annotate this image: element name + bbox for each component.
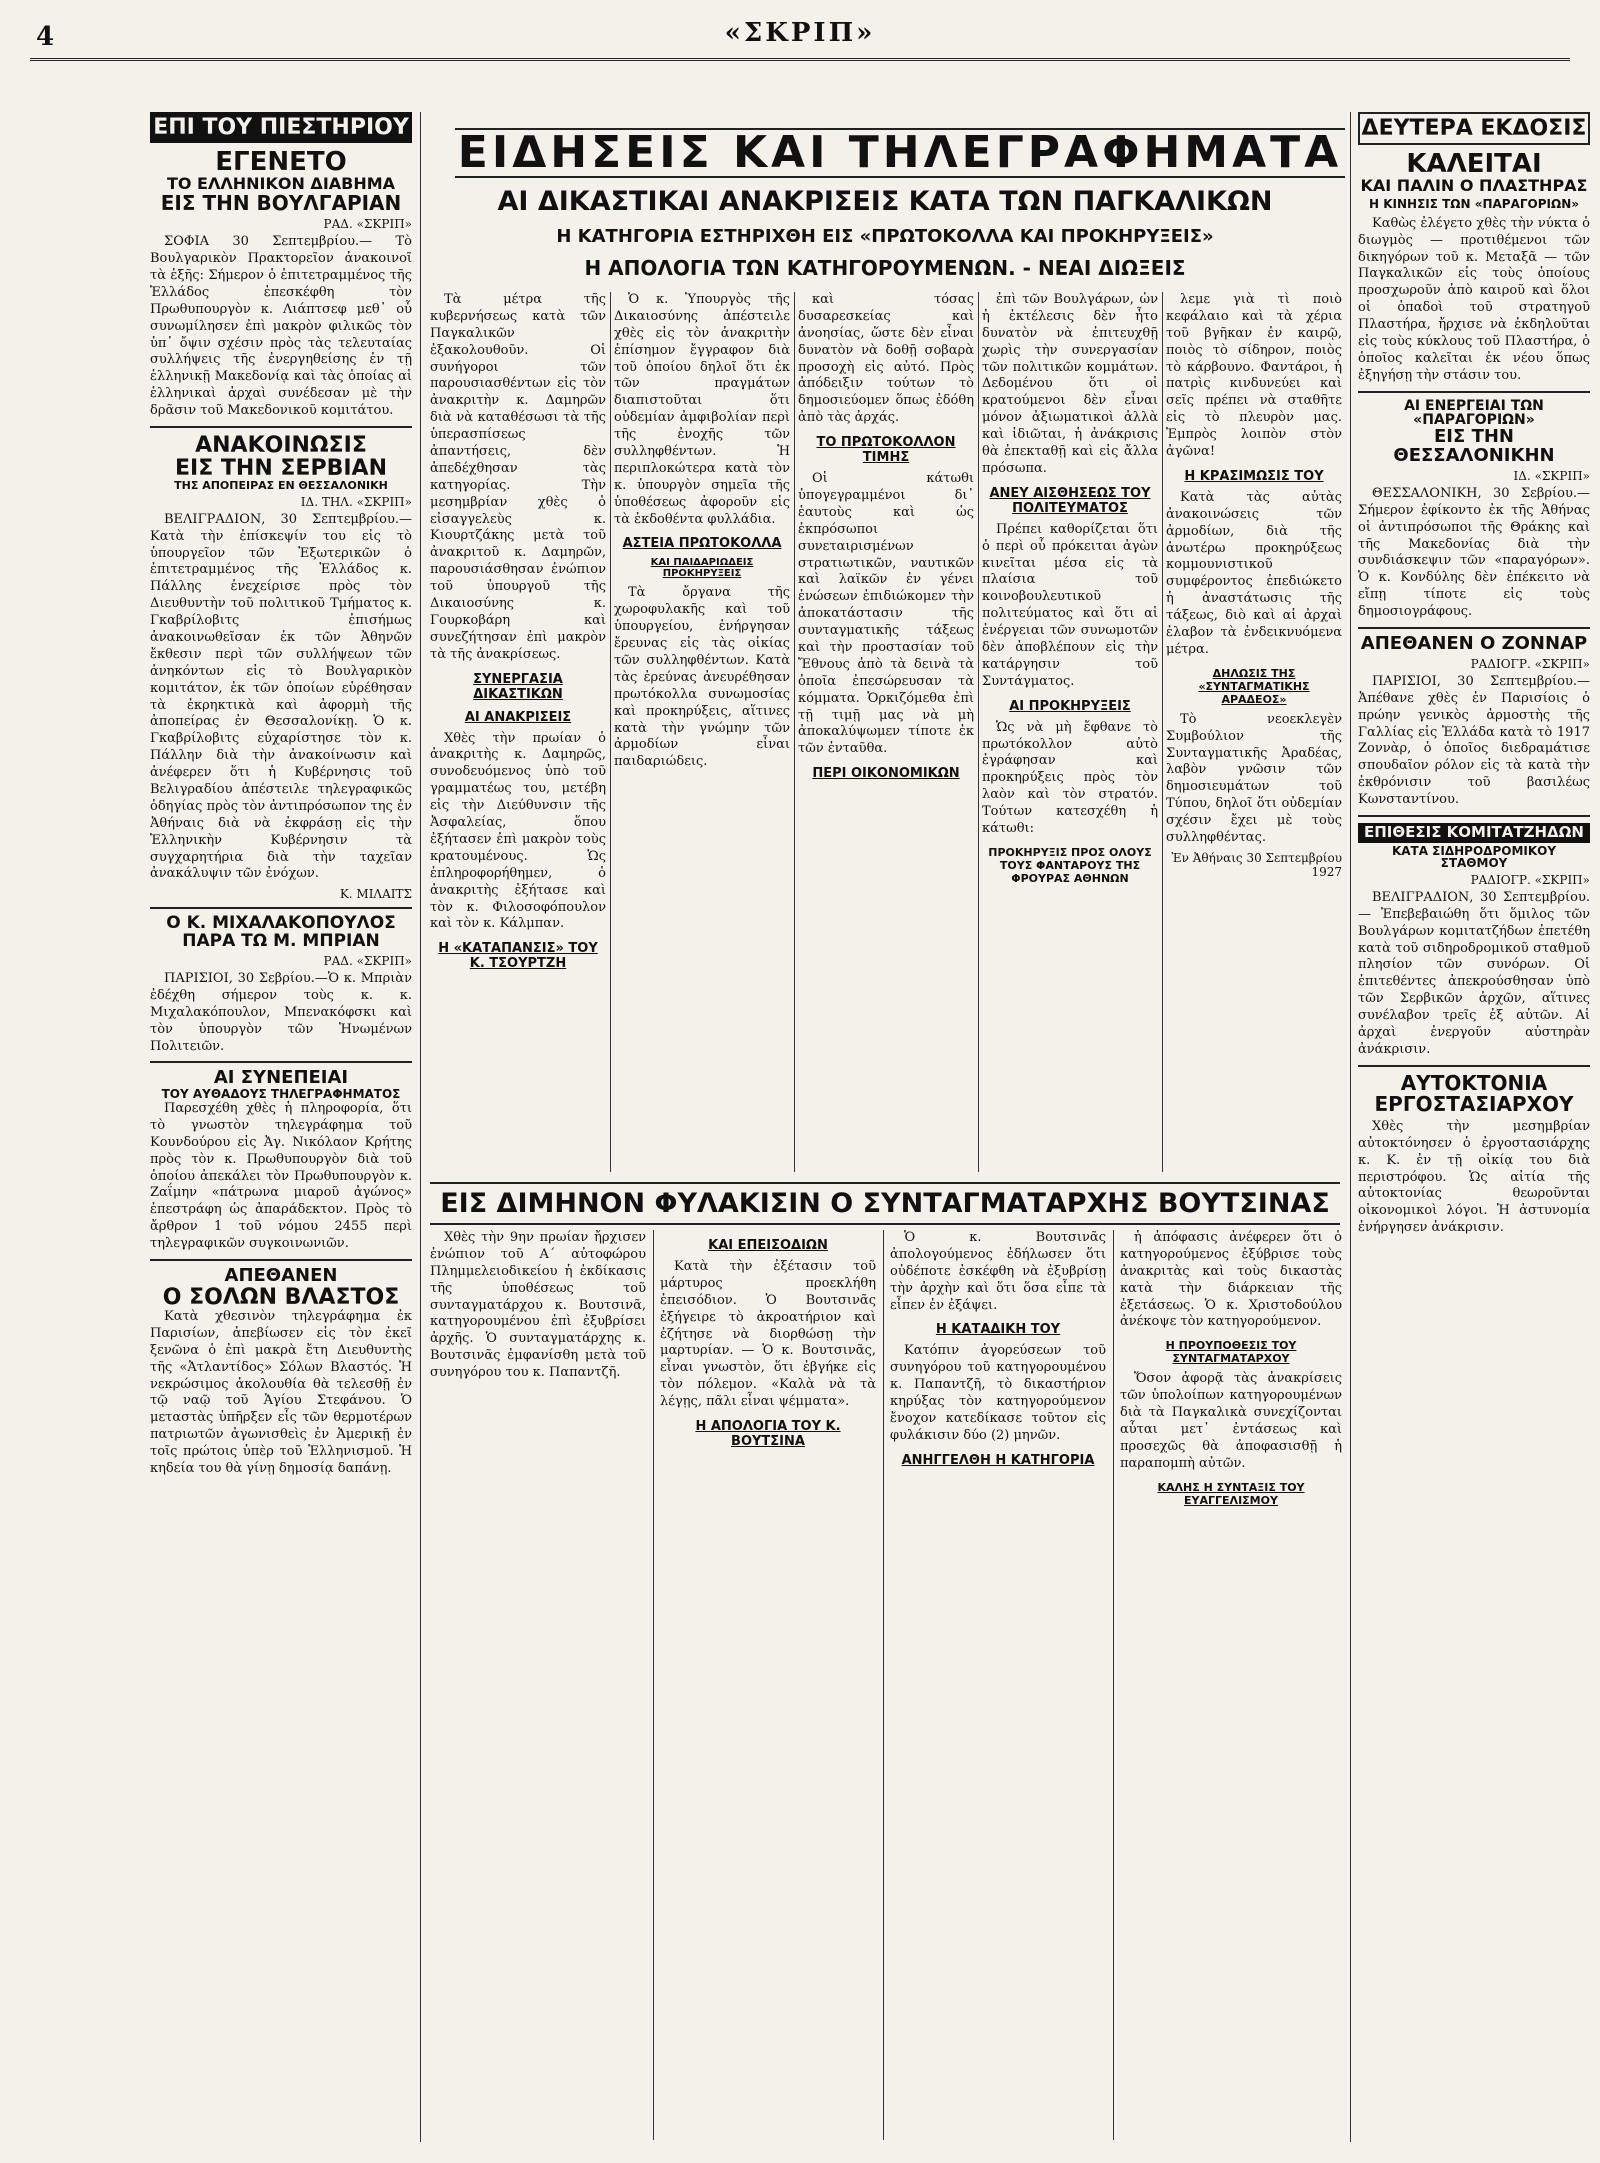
article-text: ἐπὶ τῶν Βουλγάρων, ὧν ἡ ἐκτέλεσις δὲν ἦτο δυνατὸν νὰ ἐπιτευχθῇ χωρὶς τὴν συνεργασίαν τῶν πολιτικῶν κομμάτων. Δεδομένου ὅτι οἱ κρατούμενοι δὲν εἶναι μόνον ἀξιωματικοὶ ἀλλὰ καὶ ἰδιῶται, ἡ ἀνάκρισις θὰ ἐπεκταθῇ καὶ εἰς ἄλλα πρόσωπα. [982,292,1158,476]
column-rule [1350,112,1351,2142]
headline: Ο ΣΟΛΩΝ ΒΛΑΣΤΟΣ [162,1284,400,1310]
subheading: Η ΚΡΑΣΙΜΩΣΙΣ ΤΟΥ [1184,468,1324,484]
center-col-2 [614,292,790,1182]
newspaper-name: «ΣΚΡΙΠ» [724,18,876,48]
source-line: ΙΔ. ΤΗΛ. «ΣΚΡΙΠ» [300,494,412,509]
headline: ΑΠΕΘΑΝΕΝ Ο ΖΟΝΝΑΡ [1360,632,1588,654]
column-rule [883,1230,884,2140]
article-text: Ὁ κ. Βουτσινᾶς ἀπολογούμενος ἐδήλωσεν ὅτι οὐδέποτε ἐσκέφθη νὰ ἐξυβρίσῃ τὴν ἀρχὴν καὶ ὅτι ὅσα εἶπε τὰ εἶπεν ἐν ἐξάψει. [890,1230,1106,1313]
article-text: Τὸ νεοεκλεγὲν Συμβούλιον τῆς Συνταγματικῆς Ἀραδέας, λαβὸν γνῶσιν τῶν δημοσιευμάτων τοῦ Τύπου, δηλοῖ ὅτι οὐδεμίαν σχέσιν ἔχει μὲ τοὺς συλληφθέντας. [1166,711,1342,846]
column-rule [1113,1230,1114,2140]
bottom-col-1 [430,1230,646,2140]
headline: ΕΙΣ ΤΗΝ ΒΟΥΛΓΑΡΙΑΝ [160,191,402,216]
headline: ΑΙ ΣΥΝΕΠΕΙΑΙ [213,1067,349,1089]
subheading: Η ΚΑΤΑΔΙΚΗ ΤΟΥ [935,1322,1061,1338]
article-text: καὶ τόσας δυσαρεσκείας καὶ ἀνοησίας, ὥστε δὲν εἶναι δυνατὸν νὰ δοθῇ σοβαρὰ προσοχὴ εἰς αὐτό. Πρὸς ἀπόδειξιν τούτων τὸ δημοσιεύομεν ὅπως ἐδόθη ἀπὸ τὰς ἀρχάς. [798,292,974,426]
headline: ΑΝΑΚΟΙΝΩΣΙΣ [195,432,367,458]
subheading: ΤΟ ΠΡΩΤΟΚΟΛΛΟΝ ΤΙΜΗΣ [816,435,956,466]
column-rule [420,112,421,2142]
subheading: Η ΑΠΟΛΟΓΙΑ ΤΟΥ Κ. ΒΟΥΤΣΙΝΑ [695,1419,841,1450]
bottom-col-4 [1120,1230,1342,2140]
main-subheadline: Η ΚΑΤΗΓΟΡΙΑ ΕΣΤΗΡΙΧΘΗ ΕΙΣ «ΠΡΩΤΟΚΟΛΛΑ ΚΑΙ ΠΡΟΚΗΡΥΞΕΙΣ» [556,226,1214,247]
article-text: ΒΕΛΙΓΡΑΔΙΟΝ, 30 Σεπτεμβρίου.— Ἐπεβεβαιώθη ὅτι ὅμιλος τῶν Βουλγάρων κομιτατζήδων ἐπετέθη κατὰ τοῦ σιδηροδρομικοῦ σταθμοῦ πλησίον τῶν συνόρων. Οἱ ἐπιτεθέντες ἀπεκρούσθησαν ὑπὸ τῶν Σερβικῶν ἀρχῶν, αἵτινες συνέλαβον τρεῖς ἐξ αὐτῶν. Αἱ ἀρχαὶ ἐνεργοῦν αὐστηρὰν ἀνάκρισιν. [1358,889,1590,1057]
subheading: ΚΑΛΗΣ Η ΣΥΝΤΑΞΙΣ ΤΟΥ ΕΥΑΓΓΕΛΙΣΜΟΥ [1157,1480,1305,1507]
subheading: ΚΑΙ ΕΠΕΙΣΟΔΙΩΝ [708,1238,828,1253]
article-text: ΣΟΦΙΑ 30 Σεπτεμβρίου.— Τὸ Βουλγαρικὸν Πρακτορεῖον ἀνακοινοῖ τὰ ἑξῆς: Σήμερον ὁ ἐπιτετραμμένος τῆς Ἑλλάδος ἐπεσκέφθη τὸν Πρωθυπουργὸν κ. Λιάπτσεφ μεθ᾿ οὗ συνωμίλησεν ἐπὶ μακρὸν φιλικῶς τὸν ὑπ᾿ ὄψιν σχέσιν πρὸς τὰς τελευταίας συλλήψεις τῆς ἐνεργηθείσης ἐν τῇ ἑλληνικῇ Μακεδονίᾳ καὶ τὰς ὁποίας αἱ ἑλληνικαὶ ἀρχαὶ συνέδεσαν μὲ τὴν δρᾶσιν τοῦ Μακεδονικοῦ κομιτάτου. [150,234,412,419]
subheading: ΑΝΗΓΓΕΛΘΗ Η ΚΑΤΗΓΟΡΙΑ [901,1452,1095,1468]
headline: ΤΟ ΕΛΛΗΝΙΚΟΝ ΔΙΑΒΗΜΑ [166,174,396,194]
center-col-4 [982,292,1158,1182]
article-text: Ὡς νὰ μὴ ἔφθανε τὸ πρωτόκολλον αὐτὸ ἐγράφησαν καὶ προκηρύξεις πρὸς τὸν λαὸν καὶ τὸν στρατόν. Τούτων κατεσχέθη ἡ κάτωθι: [982,719,1158,837]
article-text: Χθὲς τὴν 9ην πρωίαν ἤρχισεν ἐνώπιον τοῦ Α΄ αὐτοφώρου Πλημμελειοδικείου ἡ ἐκδίκασις τῆς ὑποθέσεως τοῦ συνταγματάρχου κ. Βουτσινᾶ, κατηγορουμένου ἐπὶ ἐξυβρίσει ἀρχῆς. Ὁ συνταγματάρχης κ. Βουτσινᾶς ἐμφανίσθη μετὰ τοῦ συνηγόρου του κ. Παπαντζῆ. [430,1230,646,1381]
headline: ΕΙΣ ΤΗΝ ΣΕΡΒΙΑΝ [175,456,387,482]
article-text: Πρέπει καθορίζεται ὅτι ὁ περὶ οὗ πρόκειται ἀγὼν κινεῖται μέσα εἰς τὰ πλαίσια τοῦ κοινοβουλευτικοῦ πολιτεύματος καὶ ὅτι αἱ ἐνέργειαι τῶν συνωμοτῶν δὲν ἀποβλέπουν εἰς τὴν κατάργησιν τοῦ Συντάγματος. [982,521,1158,689]
bottom-col-3 [890,1230,1106,2140]
source-line: ΡΑΔΙΟΓΡ. «ΣΚΡΙΠ» [1470,872,1590,887]
source-line: ΡΑΔΙΟΓΡ. «ΣΚΡΙΠ» [1470,656,1590,671]
masthead [30,18,1570,64]
bottom-headline: ΕΙΣ ΔΙΜΗΝΟΝ ΦΥΛΑΚΙΣΙΝ Ο ΣΥΝΤΑΓΜΑΤΑΡΧΗΣ ΒΟΥΤΣΙΝΑΣ [430,1182,1340,1225]
right-column [1358,112,1590,2142]
subheading: ΚΑΙ ΠΑΙΔΑΡΙΩΔΕΙΣ ΠΡΟΚΗΡΥΞΕΙΣ [650,557,754,580]
left-column [150,112,412,2142]
subheading: ΑΣΤΕΙΑ ΠΡΩΤΟΚΟΛΛΑ [622,536,782,552]
article-text: Χθὲς τὴν πρωίαν ὁ ἀνακριτὴς κ. Δαμηρῶς, συνοδευόμενος ὑπὸ τοῦ γραμματέως του, μετέβη εἰς τὴν Διεύθυνσιν τῆς Ἀσφαλείας, ὅπου ἐξήτασεν ἐπὶ μακρὸν τοὺς κρατουμένους. Ὡς ἐπληροφορήθημεν, ὁ ἀνακριτὴς ἐξήτασε καὶ τὸν κ. Φιλοσοφόπουλον καὶ τὸν κ. Κάλμπαν. [430,730,606,932]
bottom-col-2 [660,1230,876,2140]
article-text: Τὰ μέτρα τῆς κυβερνήσεως κατὰ τῶν Παγκαλικῶν ἐξακολουθοῦν. Οἱ συνήγοροι τῶν παρουσιασθέντων εἰς τὸν ἀνακριτὴν κ. Δαμηρῶν διὰ νὰ καταθέσωσι τὰ τῆς ὑπερασπίσεως ἀπαντήσεις, δὲν ἀπεδέχθησαν τὰς κατηγορίας. Τὴν μεσημβρίαν χθὲς ὁ εἰσαγγελεὺς κ. Κιουρτζάκης μετὰ τοῦ ἀνακριτοῦ κ. Δαμηρῶν, παρουσιάσθησαν ἐνώπιον τοῦ ὑπουργοῦ τῆς Δικαιοσύνης κ. Γουρκοβάρη καὶ συνεζήτησαν ἐπὶ μακρὸν τὰ τῆς ἀνακρίσεως. [430,292,606,662]
signature: Ἐν Ἀθήναις 30 Σεπτεμβρίου 1927 [1171,850,1342,879]
headline: ΑΙ ΕΝΕΡΓΕΙΑΙ ΤΩΝ «ΠΑΡΑΓΟΡΙΩΝ» [1404,397,1544,429]
article-text: Παρεσχέθη χθὲς ἡ πληροφορία, ὅτι τὸ γνωστὸν τηλεγράφημα τοῦ Κουνδούρου εἰς Ἀγ. Νικόλαον Κρήτης πρὸς τὸν κ. Πρωθυπουργὸν διὰ τοῦ ὁποίου ἀπεκάλει τὸν Πρωθυπουργὸν κ. Ζαΐμην «πάτρωνα μιαροῦ ἀγώνος» ἐπεστράφη ὡς ἀπαράδεκτον. Πρὸς τὸ ἄρθρον 1 τοῦ νόμου 2455 περὶ τηλεγραφικῶν συγκοινωνιῶν. [150,1100,412,1252]
article-text: ἡ ἀπόφασις ἀνέφερεν ὅτι ὁ κατηγορούμενος ἐξύβρισε τοὺς ἀνακριτὰς καὶ τοὺς δικαστὰς κατὰ τὴν διάρκειαν τῆς ἐξετάσεως. Ὁ κ. Χριστοδούλου ἀνέκοψε τὸν κατηγορούμενον. [1120,1230,1342,1330]
subheading: Η ΠΡΟΥΠΟΘΕΣΙΣ ΤΟΥ ΣΥΝΤΑΓΜΑΤΑΡΧΟΥ [1165,1339,1297,1366]
article-text: λεμε γιὰ τὶ ποιὸ κεφάλαιο καὶ τὰ χέρια τοῦ βγῆκαν ἐν καιρῷ, ποιὸς τὸ σίδηρον, ποιὸς τὸ κάρβουνο. Φαντάροι, ἡ πατρὶς κινδυνεύει καὶ σεῖς πρέπει νὰ σταθῆτε εἰς τὸ πλευρὸν μας. Ἐμπρὸς λοιπὸν στὸν ἀγῶνα! [1166,292,1342,460]
article-text: Ὁ κ. Ὑπουργὸς τῆς Δικαιοσύνης ἀπέστειλε χθὲς εἰς τὸν ἀνακριτὴν ἐπίσημον ἔγγραφον διὰ τοῦ ὁποίου δηλοῖ ὅτι ἐκ τῶν πραγμάτων διαπιστοῦται ὅτι οὐδεμίαν ἀμφιβολίαν περὶ τῆς ἐνοχῆς τῶν συλληφθέντων. Ἡ περιπλοκώτερα κατὰ τὸν κ. ὑπουργὸν σημεῖα τῆς ὑποθέσεως ἀφοροῦν εἰς τὰ ἐκδοθέντα φυλλάδια. [614,292,790,527]
subheading: ΑΝΕΥ ΑΙΣΘΗΣΕΩΣ ΤΟΥ ΠΟΛΙΤΕΥΜΑΤΟΣ [989,485,1151,516]
headline: ΕΠΙΘΕΣΙΣ ΚΟΜΙΤΑΤΖΗΔΩΝ [1358,823,1590,843]
article-text: Κατὰ χθεσινὸν τηλεγράφημα ἐκ Παρισίων, ἀπεβίωσεν εἰς τὸν ἐκεῖ ξενῶνα ὁ ἐπὶ μακρὰ ἔτη Διευθυντὴς τῆς «Ἀτλαντίδος» Σόλων Βλαστός. Ἡ νεκρώσιμος ἀκολουθία θὰ τελεσθῇ ἐν τῷ ναῷ τοῦ Ἁγίου Στεφάνου. Ὁ μεταστὰς ὑπῆρξεν εἷς τῶν θερμοτέρων πατριωτῶν ἀγωνισθεὶς ἐν Ἀμερικῇ ἐν τοῖς πρώτοις ὑπὲρ τοῦ Ἑλληνισμοῦ. Ἡ κηδεία του θὰ γίνῃ δημοσίᾳ δαπάνῃ. [150,1308,412,1476]
subheading: ΣΥΝΕΡΓΑΣΙΑ ΔΙΚΑΣΤΙΚΩΝ [473,671,563,702]
headline: ΠΑΡΑ ΤΩ Μ. ΜΠΡΙΑΝ [182,931,380,952]
column-rule [978,292,979,1172]
headline: ΕΙΣ ΤΗΝ ΘΕΣΣΑΛΟΝΙΚΗΝ [1393,426,1555,466]
article-text: Τὰ ὄργανα τῆς χωροφυλακῆς καὶ τοῦ ὑπουργείου, ἐνήργησαν ἔρευνας εἰς τὰς οἰκίας τῶν συλληφθέντων. Κατὰ τὰς ἐρεύνας ἀνευρέθησαν πρωτόκολλα συνωμοσίας καὶ προκηρύξεις, αἵτινες κατὰ τὴν γνώμην τῶν ἀρμοδίων εἶναι παιδαριώδεις. [614,585,790,770]
source-line: ΙΔ. «ΣΚΡΙΠ» [1513,468,1590,483]
right-banner: ΔΕΥΤΕΡΑ ΕΚΔΟΣΙΣ [1358,112,1590,145]
page-number: 4 [36,22,55,52]
article-text: Κατὰ τὰς αὐτὰς ἀνακοινώσεις τῶν ἀρμοδίων, διὰ τῆς ἀνωτέρω προκηρύξεως κομμουνιστικοῦ συμφέροντος ἐπεδιώκετο ἡ ἀναστάτωσις τῆς τάξεως, διὸ καὶ αἱ ἀρχαὶ ἐλαβον τὰ ἐνδεικνυόμενα μέτρα. [1166,489,1342,657]
headline: ΑΠΕΘΑΝΕΝ [224,1264,338,1286]
article-text: ΒΕΛΙΓΡΑΔΙΟΝ, 30 Σεπτεμβρίου.— Κατὰ τὴν ἐπίσκεψίν του εἰς τὸ ὑπουργεῖον τῶν Ἐξωτερικῶν ὁ ἐπιτετραμμένος τῆς Ἑλλάδος κ. Πάλλης ἐνεχείρισε πρὸς τὸν Διευθυντὴν τοῦ πολιτικοῦ Τμήματος κ. Γκαβρίλοβιτς ἐπισήμως ἀνακοινωθεῖσαν ἐκ τῶν Ἀθηνῶν ἔκθεσιν περὶ τῶν συλλήψεων τῶν ἀνηκόντων εἰς τὸ Βουλγαρικὸν κομιτάτον, ἐκ τῶν ὁποίων εὑρέθησαν τὰ ἐκρηκτικὰ καὶ ἀφορμὴ τῆς ἀποπείρας ἐν Θεσσαλονίκῃ. Ὁ κ. Γκαβρίλοβιτς εὐχαρίστησε τὸν κ. Πάλλην διὰ τὴν ἀνακοίνωσιν καὶ ἀνέφερεν ὅτι ἡ Κυβέρνησις τοῦ Βελιγραδίου ἀπέστειλε τηλεγραφικῶς ὁδηγίας πρὸς τὸν ἀντιπρόσωπον της ἐν Ἀθήναις διὰ νὰ ἐκφράσῃ εἰς τὴν Ἑλληνικὴν Κυβέρνησιν τὰ συγχαρητήρια διὰ τὴν ταχεῖαν ἀνακάλυψιν τῶν ἐνόχων. [150,511,412,882]
article-text: ΠΑΡΙΣΙΟΙ, 30 Σεβρίου.—Ὁ κ. Μπριὰν ἐδέχθη σήμερον τοὺς κ. κ. Μιχαλακόπουλον, Μπενακόφσκι καὶ τὸν ὑπουργὸν τῶν Ἡνωμένων Πολιτειῶν. [150,971,412,1054]
masthead-rule [30,58,1570,61]
left-banner: ΕΠΙ ΤΟΥ ΠΙΕΣΤΗΡΙΟΥ [150,112,412,143]
center-col-1 [430,292,606,1182]
article-text: ΠΑΡΙΣΙΟΙ, 30 Σεπτεμβρίου.— Ἀπέθανε χθὲς ἐν Παρισίοις ὁ πρώην γενικὸς ἀρμοστὴς τῆς Γαλλίας εἰς Ἑλλάδα κατὰ τὸ 1917 Ζοννὰρ, ὁ ὁποῖος διεδραμάτισε σπουδαῖον ρόλον εἰς τὰ κατὰ τὴν ἐκθρόνισιν τοῦ βασιλέως Κωνσταντίνου. [1358,673,1590,808]
column-rule [1162,292,1163,1172]
article-text: ΘΕΣΣΑΛΟΝΙΚΗ, 30 Σεβρίου.— Σήμερον ἐφίκοντο ἐκ τῆς Ἀθήνας οἱ ἀντιπρόσωποι τῆς Θράκης καὶ τῆς Μακεδονίας διὰ τὴν συνδιάσκεψιν τῶν «παραγόρων». Ὁ κ. Κονδύλης δὲν ἐπέκειτο νὰ εἴπῃ τίποτε εἰς τοὺς δημοσιογράφους. [1358,485,1590,620]
headline: ΤΟΥ ΑΥΘΑΔΟΥΣ ΤΗΛΕΓΡΑΦΗΜΑΤΟΣ [161,1087,401,1102]
section-title: ΕΙΔΗΣΕΙΣ ΚΑΙ ΤΗΛΕΓΡΑΦΗΜΑΤΑ [455,128,1345,178]
main-subheadline: Η ΑΠΟΛΟΓΙΑ ΤΩΝ ΚΑΤΗΓΟΡΟΥΜΕΝΩΝ. - ΝΕΑΙ ΔΙΩΞΕΙΣ [584,256,1186,280]
subheading: ΠΕΡΙ ΟΙΚΟΝΟΜΙΚΩΝ [812,766,960,782]
headline: Ο Κ. ΜΙΧΑΛΑΚΟΠΟΥΛΟΣ [166,913,396,934]
headline: ΑΥΤΟΚΤΟΝΙΑ [1400,1070,1548,1095]
center-col-5 [1166,292,1342,1182]
article-text: Χθὲς τὴν μεσημβρίαν αὐτοκτόνησεν ὁ ἐργοστασιάρχης κ. Κ. ἐν τῇ οἰκίᾳ του διὰ περιστρόφου. Ὡς αἰτία τῆς αὐτοκτονίας θεωροῦνται οἰκονομικοὶ λόγοι. Ἡ ἀστυνομία ἐνήργησεν ἀνάκρισιν. [1358,1118,1590,1236]
column-rule [610,292,611,1172]
article-text: Κατόπιν ἀγορεύσεων τοῦ συνηγόρου τοῦ κατηγορουμένου κ. Παπαντζῆ, τὸ δικαστήριον κηρύξας τὸν κατηγορούμενον ἔνοχον κατεδίκασε τοῦτον εἰς φυλάκισιν δύο (2) μηνῶν. [890,1343,1106,1443]
headline: ΚΑΙ ΠΑΛΙΝ Ο ΠΛΑΣΤΗΡΑΣ [1360,176,1588,196]
column-rule [653,1230,654,2140]
headline: ΤΗΣ ΑΠΟΠΕΙΡΑΣ ΕΝ ΘΕΣΣΑΛΟΝΙΚΗ [174,479,388,493]
subheading: Η «ΚΑΤΑΠΑΝΣΙΣ» ΤΟΥ Κ. ΤΣΟΥΡΤΖΗ [438,941,598,972]
article-text: Ὅσον ἀφορᾷ τὰς ἀνακρίσεις τῶν ὑπολοίπων κατηγορουμένων διὰ τὰ Παγκαλικὰ συνεχίζονται αὗται μετ᾿ ἐντάσεως καὶ προσεχῶς θὰ ἀποφασισθῇ ἡ παραπομπὴ αὐτῶν. [1120,1371,1342,1471]
signature: Κ. ΜΙΛΑΙΤΣ [339,887,412,902]
headline: ΕΓΕΝΕΤΟ [215,147,347,178]
headline: Η ΚΙΝΗΣΙΣ ΤΩΝ «ΠΑΡΑΓΟΡΙΩΝ» [1369,197,1579,212]
column-rule [794,292,795,1172]
center-col-3 [798,292,974,1182]
quote-heading: ΠΡΟΚΗΡΥΞΙΣ ΠΡΟΣ ΟΛΟΥΣ ΤΟΥΣ ΦΑΝΤΑΡΟΥΣ ΤΗΣ ΦΡΟΥΡΑΣ ΑΘΗΝΩΝ [988,845,1152,885]
subheading: ΑΙ ΠΡΟΚΗΡΥΞΕΙΣ [1009,698,1131,714]
source-line: ΡΑΔ. «ΣΚΡΙΠ» [323,954,412,968]
main-headline: ΑΙ ΔΙΚΑΣΤΙΚΑΙ ΑΝΑΚΡΙΣΕΙΣ ΚΑΤΑ ΤΩΝ ΠΑΓΚΑΛΙΚΩΝ [497,186,1273,217]
source-line: ΡΑΔ. «ΣΚΡΙΠ» [323,217,412,232]
article-text: Οἱ κάτωθι ὑπογεγραμμένοι δι᾿ ἑαυτοὺς καὶ ὡς ἐκπρόσωποι συνεταιρισμένων στρατιωτικῶν, ναυτικῶν καὶ λαϊκῶν ἐν γένει ἐνώσεων ἐπιδιώκομεν τὴν ἀποκατάστασιν τῆς συνταγματικῆς τάξεως καὶ τὴν προστασίαν τοῦ Ἔθνους ἀπὸ τὰ δεινὰ τὰ ὁποῖα ἐπεσώρευσαν τὰ κόμματα. Ὁρκιζόμεθα ἐπὶ τῇ τιμῇ μας νὰ μὴ ἀποκαλύψωμεν τίποτε ἐκ τῶν ἐνταῦθα. [798,471,974,757]
headline: ΚΑΛΕΙΤΑΙ [1406,149,1542,180]
subheading: ΔΗΛΩΣΙΣ ΤΗΣ «ΣΥΝΤΑΓΜΑΤΙΚΗΣ ΑΡΑΔΕΟΣ» [1198,666,1310,706]
subheading: ΑΙ ΑΝΑΚΡΙΣΕΙΣ [464,709,572,725]
headline: ΕΡΓΟΣΤΑΣΙΑΡΧΟΥ [1374,1091,1574,1116]
article-text: Καθὼς ἐλέγετο χθὲς τὴν νύκτα ὁ διωγμὸς — προτιθέμενοι τῶν δικηγόρων τοῦ κ. Μεταξᾶ — τῶν Παγκαλικῶν εἰς τοὺς ὁποίους προσχωροῦν ἀπὸ καιροῦ καὶ ὅλοι οἱ ὀπαδοὶ τοῦ στρατηγοῦ Πλαστήρα, ἤρχισε νὰ ἐκδηλοῦται εἰς τοὺς κύκλους τοῦ Πλαστήρα, ὁ ὁποῖος καλεῖται ἐκ νέου ὅπως ἐξηγήσῃ τὴν στάσιν του. [1358,215,1590,383]
headline: ΚΑΤΑ ΣΙΔΗΡΟΔΡΟΜΙΚΟΥ ΣΤΑΘΜΟΥ [1391,843,1557,871]
article-text: Κατὰ τὴν ἐξέτασιν τοῦ μάρτυρος προεκλήθη ἐπεισόδιον. Ὁ Βουτσινᾶς ἐξήγειρε τὸ ἀκροατήριον καὶ ἐζήτησε νὰ διορθώσῃ τὴν μαρτυρίαν. — Ὁ κ. Βουτσινᾶς, εἶναι γνωστὸν, ὅτι ἐβγήκε εἰς τὸν πόλεμον. «Καλὰ νὰ τὰ λέγῃς, πᾶλι εἶναι ψέμματα». [660,1259,876,1410]
